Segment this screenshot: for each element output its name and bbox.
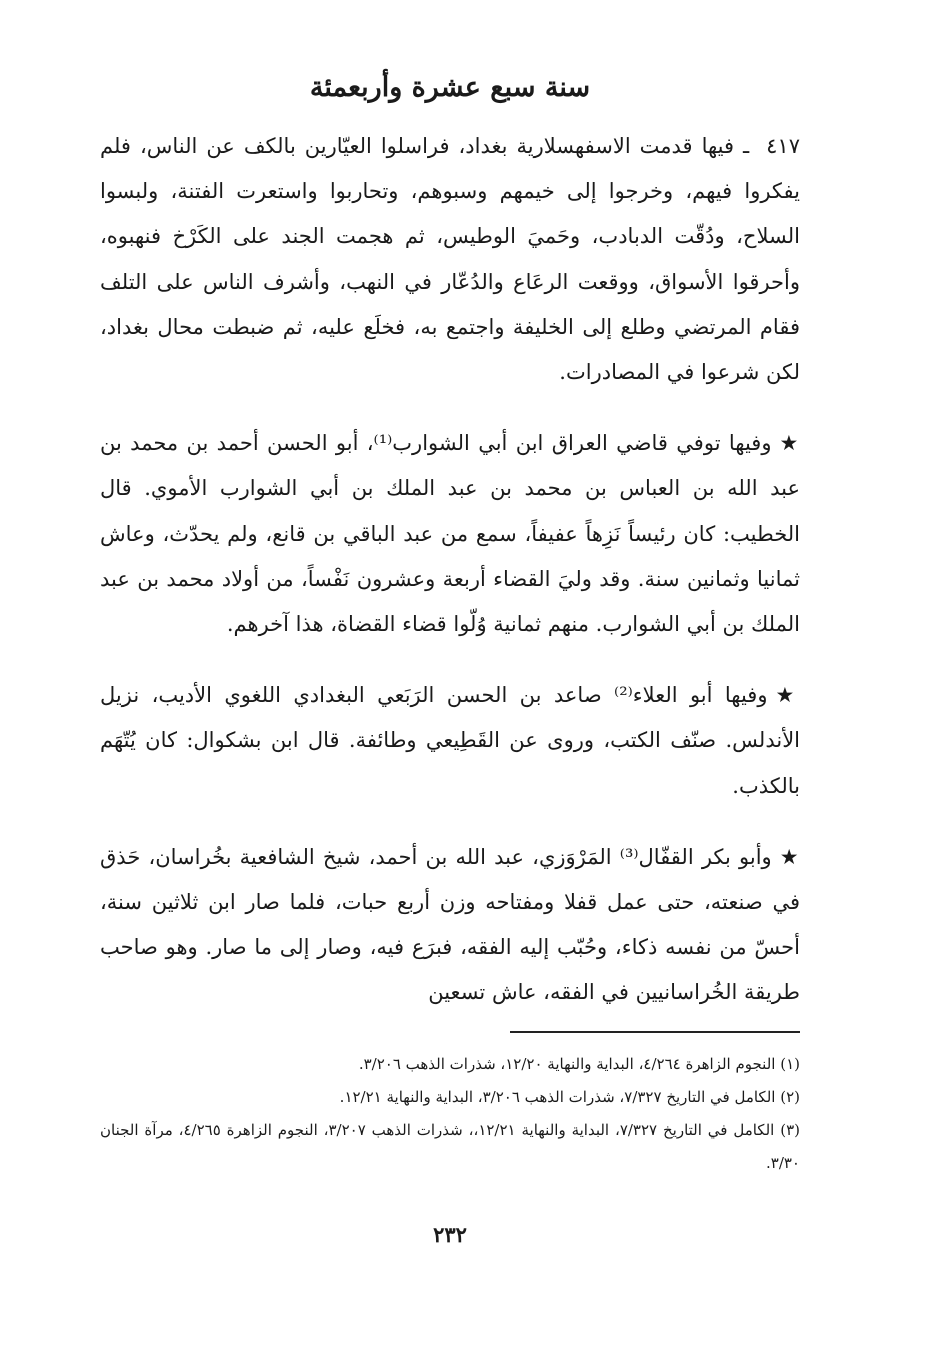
footnote-3: (٣) الكامل في التاريخ ٧/٣٢٧، البداية والنهاية ١٢/٢١،، شذرات الذهب ٣/٢٠٧، النجوم الزاهرة ٤/٢٦٥، مرآة الجنان ٣/٣٠.: [100, 1121, 800, 1172]
entry-text: ٤١٧ ـ فيها قدمت الاسفهسلارية بغداد، فراسلوا العيّارين بالكف عن الناس، فلم يفكروا فيهم، وخرجوا إلى خيمهم وسبوهم، وتحاربوا واستعرت الفتنة، ولبسوا السلاح، ودُقّت الدبادب، وحَميَ الوطيس، ثم هجمت الجند على الكَرْخ فنهبوه، وأحرقوا الأسواق، ووقعت الرعَاع والدُعّار في النهب، وأشرف الناس على التلف فقام المرتضي وطلع إلى الخليفة واجتمع به، فخلَع عليه، ثم ضبطت محال بغداد، لكن شرعوا في المصادرات.: [100, 134, 800, 385]
footnote-2: (٢) الكامل في التاريخ ٧/٣٢٧، شذرات الذهب ٣/٢٠٦، البداية والنهاية ١٢/٢١.: [339, 1088, 800, 1106]
entry-text: وأبو بكر القفّال⁽³⁾ المَرْوَزي، عبد الله بن أحمد، شيخ الشافعية بخُراسان، حَذق في صنعته، حتى عمل قفلا ومفتاحه وزن أربع حبات، فلما صار ابن ثلاثين سنة، أحسّ من نفسه ذكاء، وحُبّب إليه الفقه، فبرَع فيه، وصار إلى ما صار. وهو صاحب طريقة الخُراسانيين في الفقه، عاش تسعين: [100, 844, 800, 1005]
footnotes-section: [100, 1048, 800, 1180]
document-page: [100, 66, 800, 1286]
chapter-title: سنة سبع عشرة وأربعمئة: [309, 72, 591, 103]
page-number: ٢٣٢: [433, 1222, 467, 1247]
entry-star-marker: ★: [779, 431, 800, 456]
entry-paragraph: [100, 124, 800, 395]
entry-text: وفيها توفي قاضي العراق ابن أبي الشوارب⁽¹⁾، أبو الحسن أحمد بن محمد بن عبد الله بن العباس بن محمد بن عبد الملك بن أبي الشوارب الأموي. قال الخطيب: كان رئيساً نَزِهاً عفيفاً، سمع من عبد الباقي بن قانع، ولم يحدّث، وعاش ثمانيا وثمانين سنة. وقد وليَ القضاء أربعة وعشرون نَفْساً، من أولاد محمد بن عبد الملك بن أبي الشوارب. منهم ثمانية وُلّوا قضاء القضاة، هذا آخرهم.: [100, 431, 800, 637]
entry-paragraph: [100, 421, 800, 647]
entry-paragraph: [100, 673, 800, 809]
footnote-divider: [510, 1031, 800, 1033]
entry-star-marker: ★: [775, 683, 801, 708]
footnote-1: (١) النجوم الزاهرة ٤/٢٦٤، البداية والنهاية ١٢/٢٠، شذرات الذهب ٣/٢٠٦.: [358, 1055, 800, 1073]
entry-text: وفيها أبو العلاء⁽²⁾ صاعد بن الحسن الرَبَعي البغدادي اللغوي الأديب، نزيل الأندلس. صنّف الكتب، وروى عن القَطِيعي وطائفة. قال ابن بشكوال: كان يُتّهَم بالكذب.: [100, 683, 800, 798]
entry-star-marker: ★: [779, 844, 801, 869]
entry-paragraph: [100, 835, 800, 1016]
